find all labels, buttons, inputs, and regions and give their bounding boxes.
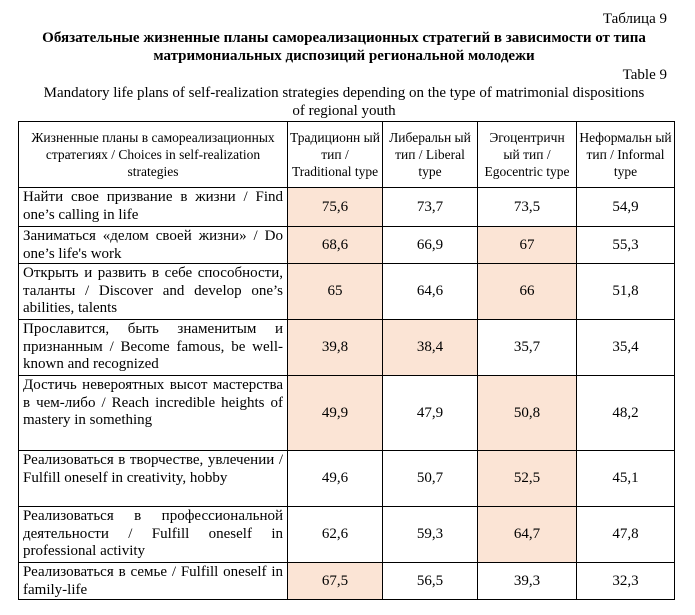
- row-label: Реализоваться в семье / Fulfill oneself in family-life: [19, 563, 288, 600]
- header-egocentric: Эгоцентричн ый тип / Egocentric type: [478, 122, 577, 188]
- table-row: [19, 451, 675, 507]
- cell-egocentric: 66: [478, 264, 577, 320]
- cell-informal: 55,3: [577, 227, 675, 264]
- row-label: Реализоваться в профессиональной деятельности / Fulfill oneself in professional activity: [19, 507, 288, 563]
- cell-egocentric: 73,5: [478, 188, 577, 227]
- table-title-ru-line1: Обязательные жизненные планы самореализационных стратегий в зависимости от типа: [42, 30, 646, 46]
- cell-informal: 47,8: [577, 507, 675, 563]
- table-row: [19, 507, 675, 563]
- header-traditional: Традиционн ый тип / Traditional type: [288, 122, 383, 188]
- header-liberal: Либеральн ый тип / Liberal type: [383, 122, 478, 188]
- cell-informal: 51,8: [577, 264, 675, 320]
- cell-liberal: 47,9: [383, 376, 478, 451]
- table-header-row: [19, 122, 675, 188]
- header-choices: Жизненные планы в самореализационных стратегиях / Choices in self-realization strategies: [19, 122, 288, 188]
- data-table: [18, 121, 675, 600]
- table-row: [19, 563, 675, 600]
- table-label-en: Table 9: [622, 67, 667, 83]
- cell-traditional: 49,9: [288, 376, 383, 451]
- row-label: Заниматься «делом своей жизни» / Do one’s life's work: [19, 227, 288, 264]
- table-title-en-line2: of regional youth: [292, 103, 396, 119]
- cell-informal: 35,4: [577, 320, 675, 376]
- cell-informal: 32,3: [577, 563, 675, 600]
- table-title-ru-line2: матримониальных диспозиций региональной молодежи: [153, 48, 535, 64]
- row-label: Достичь невероятных высот мастерства в чем-либо / Reach incredible heights of mastery in something: [19, 376, 288, 451]
- row-label: Прославится, быть знаменитым и признанным / Become famous, be well-known and recognized: [19, 320, 288, 376]
- cell-egocentric: 35,7: [478, 320, 577, 376]
- cell-traditional: 67,5: [288, 563, 383, 600]
- table-label-ru: Таблица 9: [602, 11, 667, 27]
- table-row: [19, 188, 675, 227]
- cell-liberal: 66,9: [383, 227, 478, 264]
- cell-egocentric: 52,5: [478, 451, 577, 507]
- cell-liberal: 50,7: [383, 451, 478, 507]
- cell-informal: 45,1: [577, 451, 675, 507]
- table-row: [19, 376, 675, 451]
- table-title-en-line1: Mandatory life plans of self-realization strategies depending on the type of matrimonial dispositions: [43, 85, 645, 101]
- cell-liberal: 73,7: [383, 188, 478, 227]
- cell-traditional: 39,8: [288, 320, 383, 376]
- cell-traditional: 65: [288, 264, 383, 320]
- cell-informal: 48,2: [577, 376, 675, 451]
- cell-egocentric: 39,3: [478, 563, 577, 600]
- cell-liberal: 64,6: [383, 264, 478, 320]
- cell-egocentric: 64,7: [478, 507, 577, 563]
- cell-liberal: 38,4: [383, 320, 478, 376]
- header-informal: Неформальн ый тип / Informal type: [577, 122, 675, 188]
- row-label: Реализоваться в творчестве, увлечении / Fulfill oneself in creativity, hobby: [19, 451, 288, 507]
- cell-traditional: 68,6: [288, 227, 383, 264]
- cell-traditional: 49,6: [288, 451, 383, 507]
- cell-liberal: 56,5: [383, 563, 478, 600]
- cell-liberal: 59,3: [383, 507, 478, 563]
- row-label: Открыть и развить в себе способности, таланты / Discover and develop one’s abilities, talents: [19, 264, 288, 320]
- cell-traditional: 62,6: [288, 507, 383, 563]
- table-row: [19, 320, 675, 376]
- cell-informal: 54,9: [577, 188, 675, 227]
- cell-egocentric: 67: [478, 227, 577, 264]
- table-row: [19, 264, 675, 320]
- table-row: [19, 227, 675, 264]
- cell-traditional: 75,6: [288, 188, 383, 227]
- cell-egocentric: 50,8: [478, 376, 577, 451]
- row-label: Найти свое призвание в жизни / Find one’s calling in life: [19, 188, 288, 227]
